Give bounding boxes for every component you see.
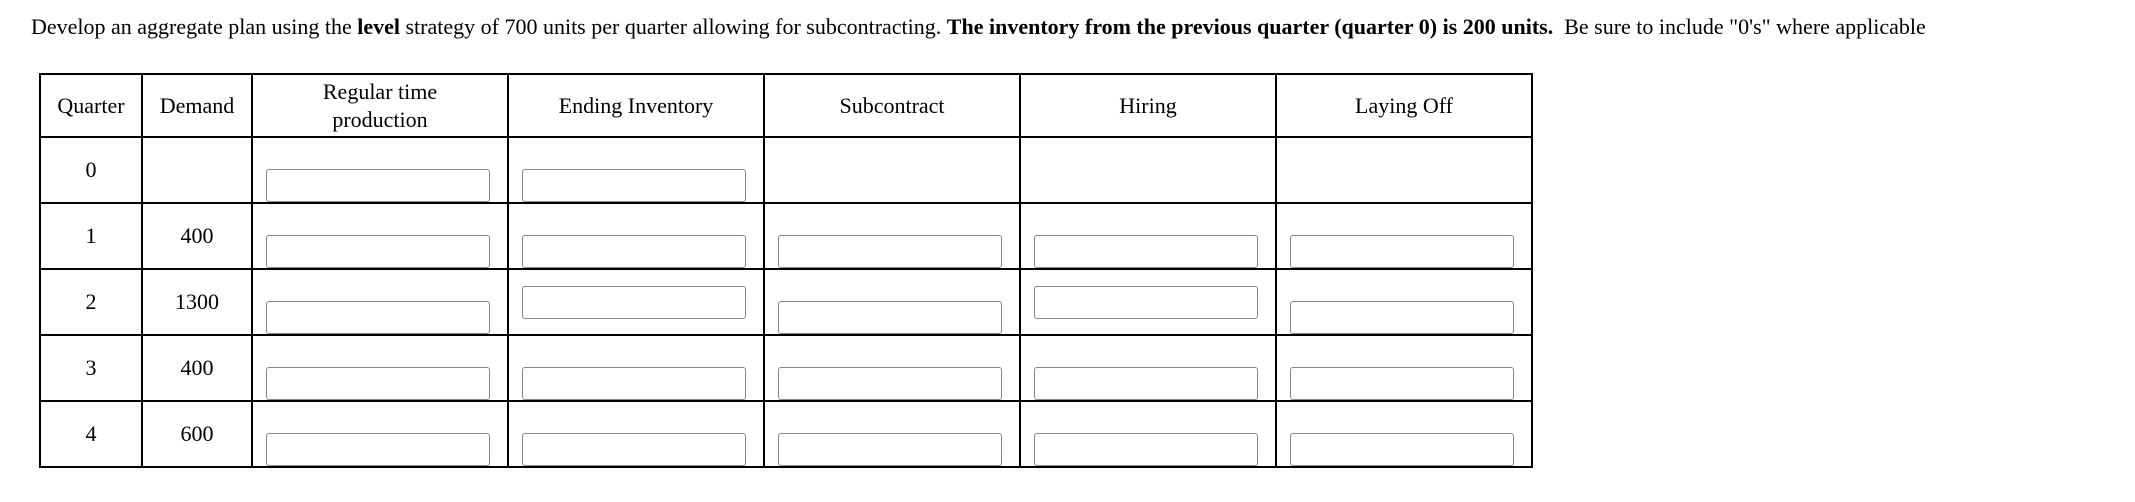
instructions-part1: Develop an aggregate plan using the	[31, 14, 358, 39]
laying-off-cell	[1276, 335, 1532, 401]
subcontract-cell	[764, 401, 1020, 467]
quarter-cell: 2	[40, 269, 142, 335]
subcontract-cell	[764, 269, 1020, 335]
ending-inventory-cell	[508, 335, 764, 401]
header-ending-inventory: Ending Inventory	[508, 74, 764, 137]
q1-ending-inventory-input[interactable]	[522, 235, 746, 268]
subcontract-cell-empty	[764, 137, 1020, 203]
quarter-cell: 3	[40, 335, 142, 401]
q1-subcontract-input[interactable]	[778, 235, 1002, 268]
hiring-cell	[1020, 335, 1276, 401]
hiring-cell	[1020, 203, 1276, 269]
q3-regular-time-input[interactable]	[266, 367, 490, 400]
header-regular-time-production	[252, 74, 508, 137]
hiring-cell	[1020, 401, 1276, 467]
demand-cell: 400	[142, 203, 252, 269]
q3-hiring-input[interactable]	[1034, 367, 1258, 400]
q4-subcontract-input[interactable]	[778, 433, 1002, 466]
hiring-cell-empty	[1020, 137, 1276, 203]
regular-time-cell	[252, 203, 508, 269]
laying-off-cell	[1276, 401, 1532, 467]
q4-regular-time-input[interactable]	[266, 433, 490, 466]
laying-off-cell	[1276, 269, 1532, 335]
ending-inventory-cell	[508, 137, 764, 203]
q3-laying-off-input[interactable]	[1290, 367, 1514, 400]
quarter-cell: 0	[40, 137, 142, 203]
instructions-part2: strategy of 700 units per quarter allowing for subcontracting.	[399, 14, 947, 39]
demand-cell: 600	[142, 401, 252, 467]
q3-subcontract-input[interactable]	[778, 367, 1002, 400]
header-regular-time-label: Regular time production	[322, 78, 438, 132]
quarter-cell: 4	[40, 401, 142, 467]
q1-hiring-input[interactable]	[1034, 235, 1258, 268]
laying-off-cell-empty	[1276, 137, 1532, 203]
q2-laying-off-input[interactable]	[1290, 301, 1514, 334]
q1-laying-off-input[interactable]	[1290, 235, 1514, 268]
aggregate-plan-table	[39, 73, 1533, 468]
demand-cell: 1300	[142, 269, 252, 335]
header-hiring: Hiring	[1020, 74, 1276, 137]
instructions-part3: Be sure to include "0's" where applicable	[1553, 14, 1926, 39]
table-row-quarter-2	[40, 269, 1532, 335]
q0-regular-time-input[interactable]	[266, 169, 490, 202]
header-laying-off: Laying Off	[1276, 74, 1532, 137]
demand-cell	[142, 137, 252, 203]
hiring-cell	[1020, 269, 1276, 335]
q0-ending-inventory-input[interactable]	[522, 169, 746, 202]
q4-ending-inventory-input[interactable]	[522, 433, 746, 466]
table-row-quarter-3	[40, 335, 1532, 401]
ending-inventory-cell	[508, 203, 764, 269]
instructions-bold-level: level	[357, 14, 400, 39]
header-demand: Demand	[142, 74, 252, 137]
q2-ending-inventory-input[interactable]	[522, 286, 746, 319]
quarter-cell: 1	[40, 203, 142, 269]
table-row-quarter-1	[40, 203, 1532, 269]
table-row-quarter-0	[40, 137, 1532, 203]
ending-inventory-cell	[508, 269, 764, 335]
instructions-text	[31, 12, 1926, 42]
subcontract-cell	[764, 203, 1020, 269]
header-subcontract: Subcontract	[764, 74, 1020, 137]
regular-time-cell	[252, 137, 508, 203]
laying-off-cell	[1276, 203, 1532, 269]
regular-time-cell	[252, 335, 508, 401]
demand-cell: 400	[142, 335, 252, 401]
instructions-bold-inventory: The inventory from the previous quarter (quarter 0) is 200 units.	[946, 14, 1554, 39]
regular-time-cell	[252, 401, 508, 467]
q2-subcontract-input[interactable]	[778, 301, 1002, 334]
q1-regular-time-input[interactable]	[266, 235, 490, 268]
q2-regular-time-input[interactable]	[266, 301, 490, 334]
subcontract-cell	[764, 335, 1020, 401]
regular-time-cell	[252, 269, 508, 335]
q4-laying-off-input[interactable]	[1290, 433, 1514, 466]
header-row	[40, 74, 1532, 137]
q3-ending-inventory-input[interactable]	[522, 367, 746, 400]
q2-hiring-input[interactable]	[1034, 286, 1258, 319]
header-quarter: Quarter	[40, 74, 142, 137]
q4-hiring-input[interactable]	[1034, 433, 1258, 466]
table-row-quarter-4	[40, 401, 1532, 467]
ending-inventory-cell	[508, 401, 764, 467]
